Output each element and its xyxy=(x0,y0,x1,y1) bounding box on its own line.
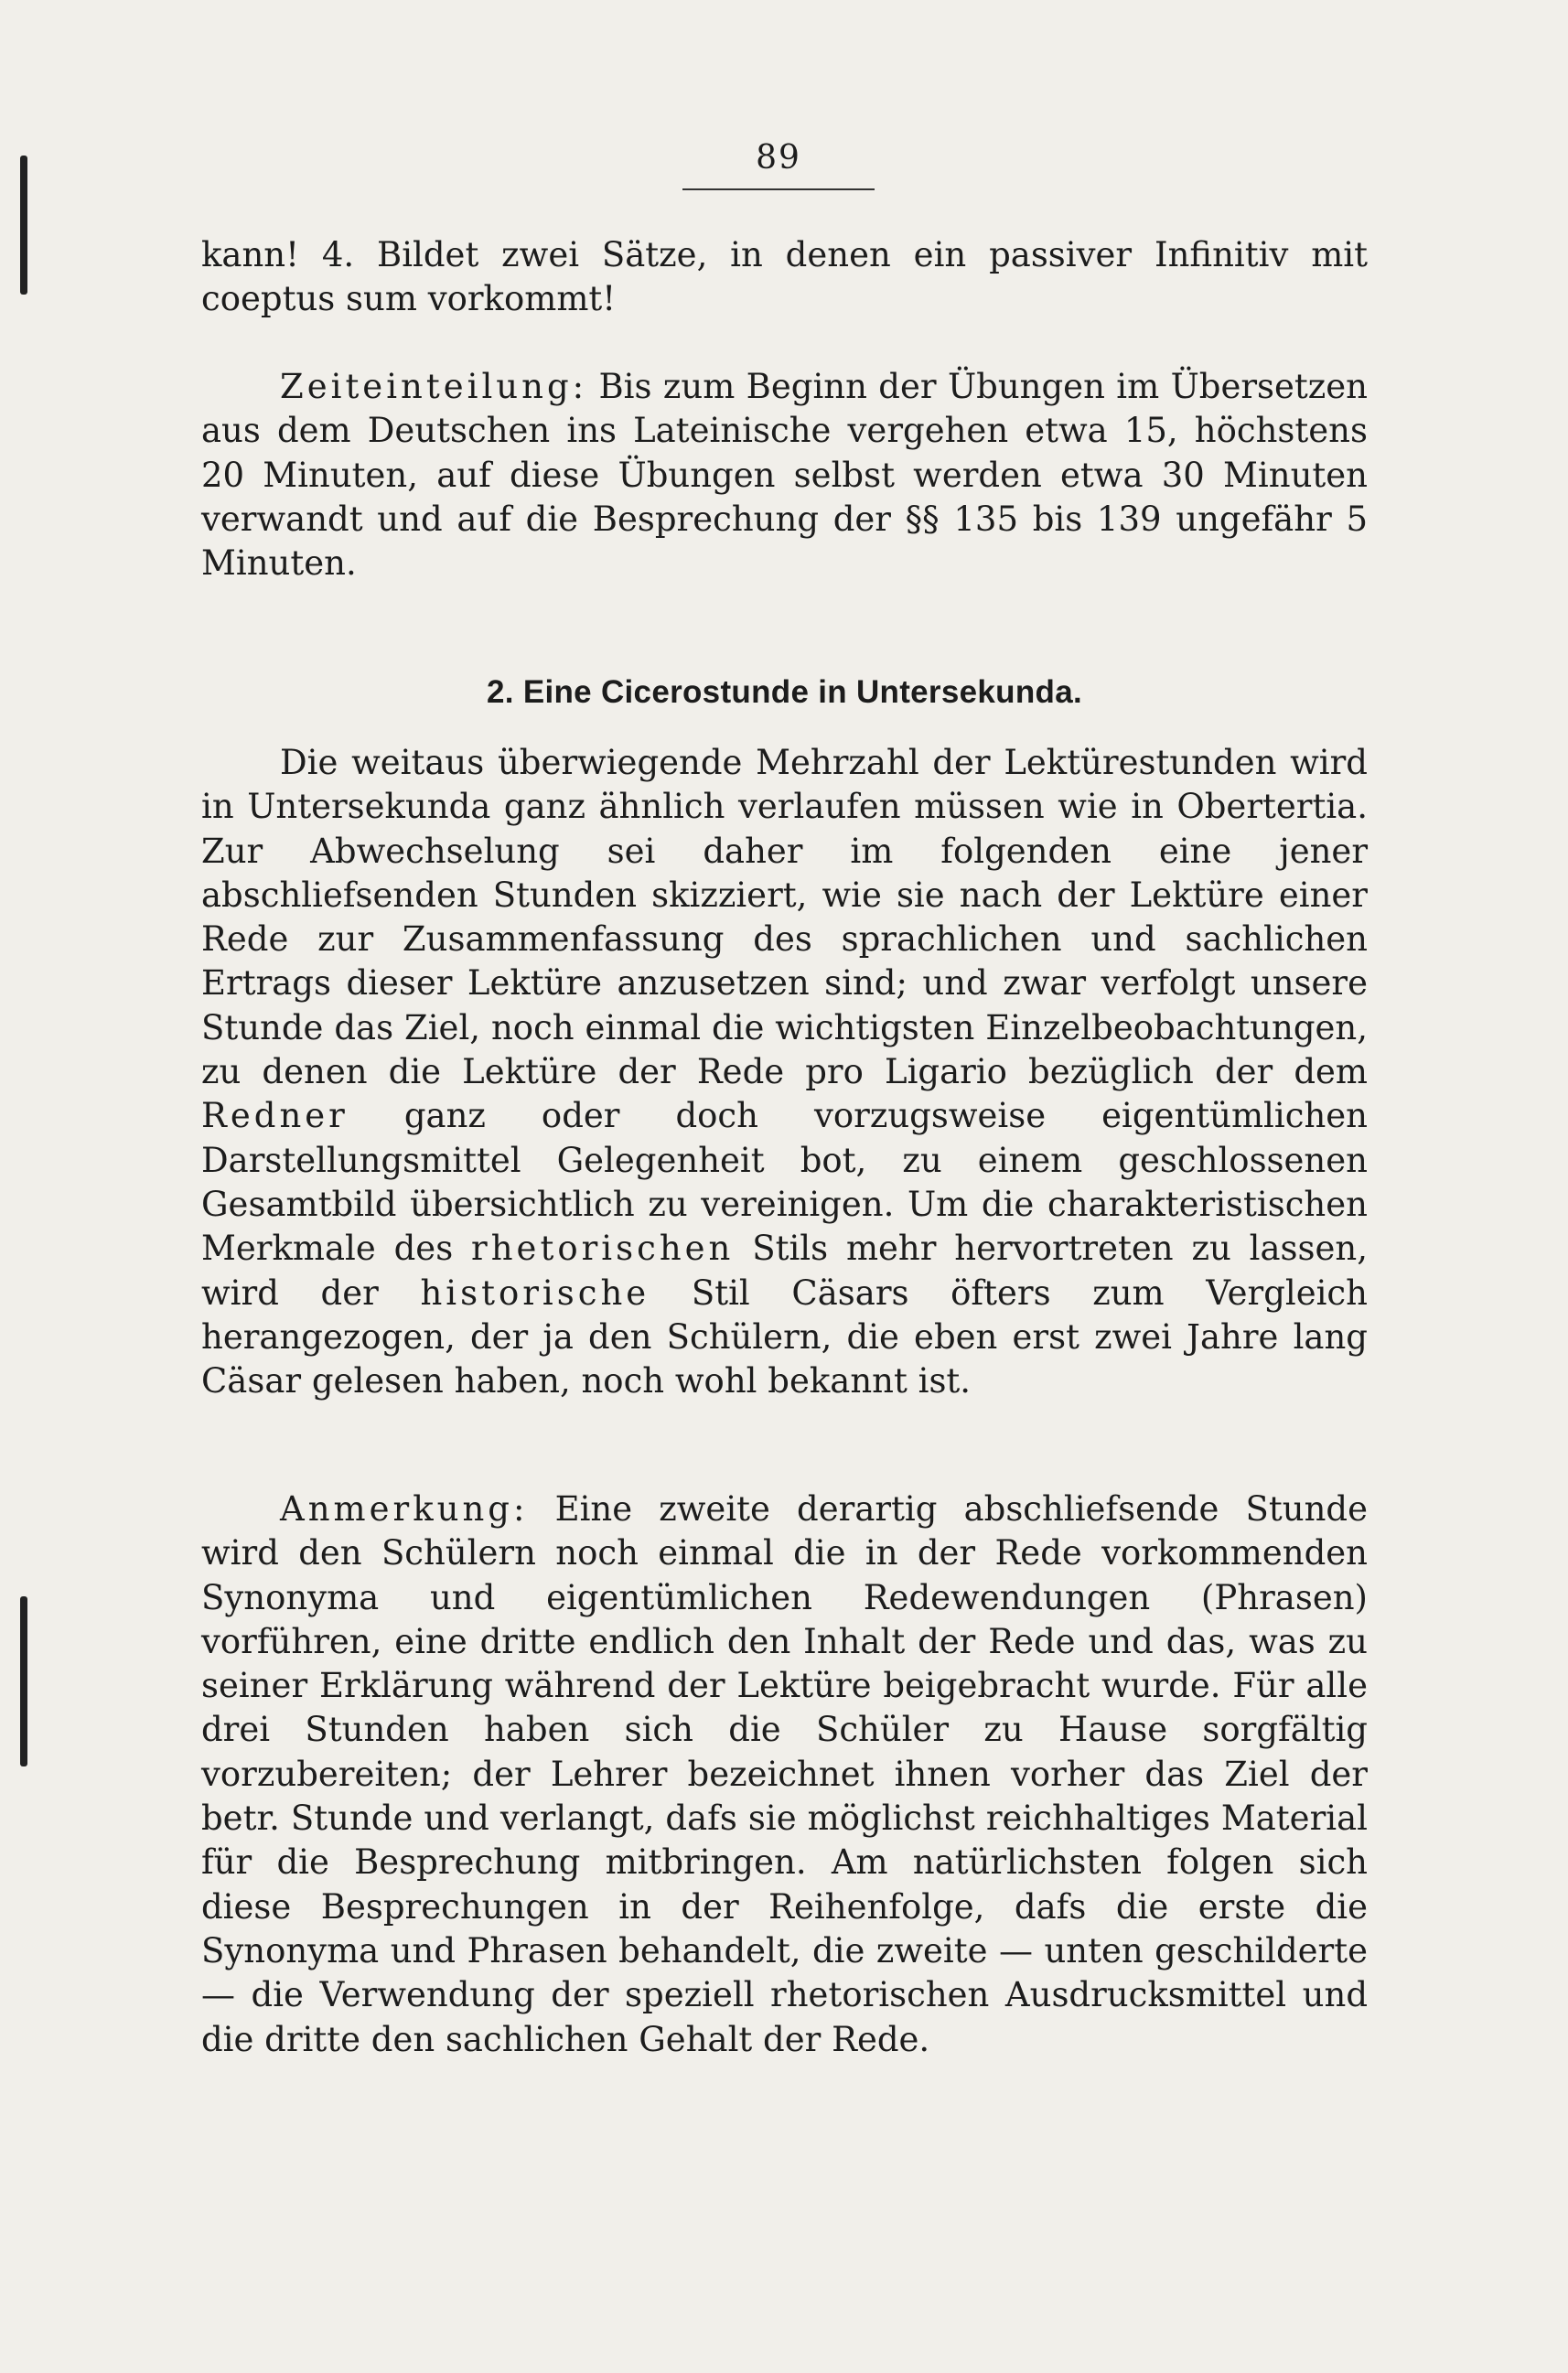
text-segment: Stils mehr hervortreten zu lassen, wird der xyxy=(201,1229,1368,1313)
paragraph-cicero-lesson xyxy=(201,741,1368,1403)
binding-mark-bottom xyxy=(20,1596,27,1766)
paragraph-note xyxy=(201,1487,1368,2062)
emphasis-historische: historische xyxy=(420,1272,650,1313)
paragraph-body xyxy=(201,1487,1368,2062)
paragraph-body xyxy=(201,365,1368,585)
text-segment: ganz oder doch vorzugsweise eigentümlichen Darstellungsmittel Gelegenheit bot, zu einem geschlossenen Gesamtbild übersichtlich zu vereinigen. Um die charakteristischen Merkmale des xyxy=(201,1096,1368,1269)
binding-mark-top xyxy=(20,156,27,295)
paragraph-time-allocation xyxy=(201,365,1368,585)
section-heading: 2. Eine Cicerostunde in Untersekunda. xyxy=(487,674,1082,710)
paragraph-text: kann! 4. Bildet zwei Sätze, in denen ein passiver Infinitiv mit coeptus sum vorkommt! xyxy=(201,235,1368,319)
time-allocation-label: Zeiteinteilung: xyxy=(280,367,588,406)
emphasis-rhetorischen: rhetorischen xyxy=(471,1229,735,1269)
text-segment: Stil Cäsars öfters zum Vergleich herangezogen, der ja den Schülern, die eben erst zwei Jahre lang Cäsar gelesen haben, noch wohl bekannt ist. xyxy=(201,1272,1368,1401)
note-label: Anmerkung: xyxy=(280,1489,529,1529)
paragraph-exercise-end xyxy=(201,233,1368,322)
time-allocation-text: Bis zum Beginn der Übungen im Übersetzen aus dem Deutschen ins Lateinische vergehen etwa 15, höchstens 20 Minuten, auf diese Übungen selbst werden etwa 30 Minuten verwandt und auf die Besprechung der §§ 135 bis 139 ungefähr 5 Minuten. xyxy=(201,367,1368,584)
emphasis-redner: Redner xyxy=(201,1096,349,1136)
paragraph-body xyxy=(201,741,1368,1403)
page-number: 89 xyxy=(756,139,801,177)
note-text: Eine zweite derartig abschliefsende Stunde wird den Schülern noch einmal die in der Rede vorkommenden Synonyma und eigentümlichen Redewendungen (Phrasen) vorführen, eine dritte endlich den Inhalt der Rede und das, was zu seiner Erklärung während der Lektüre beigebracht wurde. Für alle drei Stunden haben sich die Schüler zu Hause sorgfältig vorzubereiten; der Lehrer bezeichnet ihnen vorher das Ziel der betr. Stunde und verlangt, dafs sie möglichst reichhaltiges Material für die Besprechung mitbringen. Am natürlichsten folgen sich diese Besprechungen in der Reihenfolge, dafs die erste die Synonyma und Phrasen behandelt, die zweite — unten geschilderte — die Verwendung der speziell rhetorischen Ausdrucksmittel und die dritte den sachlichen Gehalt der Rede. xyxy=(201,1489,1368,2059)
text-segment: Die weitaus überwiegende Mehrzahl der Lektürestunden wird in Untersekunda ganz ähnlich verlaufen müssen wie in Obertertia. Zur Abwechselung sei daher im folgenden eine jener abschliefsenden Stunden skizziert, wie sie nach der Lektüre einer Rede zur Zusammenfassung des sprachlichen und sachlichen Ertrags dieser Lektüre anzusetzen sind; und zwar verfolgt unsere Stunde das Ziel, noch einmal die wichtigsten Einzelbeobachtungen, zu denen die Lektüre der Rede pro Ligario bezüglich der dem xyxy=(201,743,1368,1092)
page-number-rule xyxy=(682,188,875,190)
